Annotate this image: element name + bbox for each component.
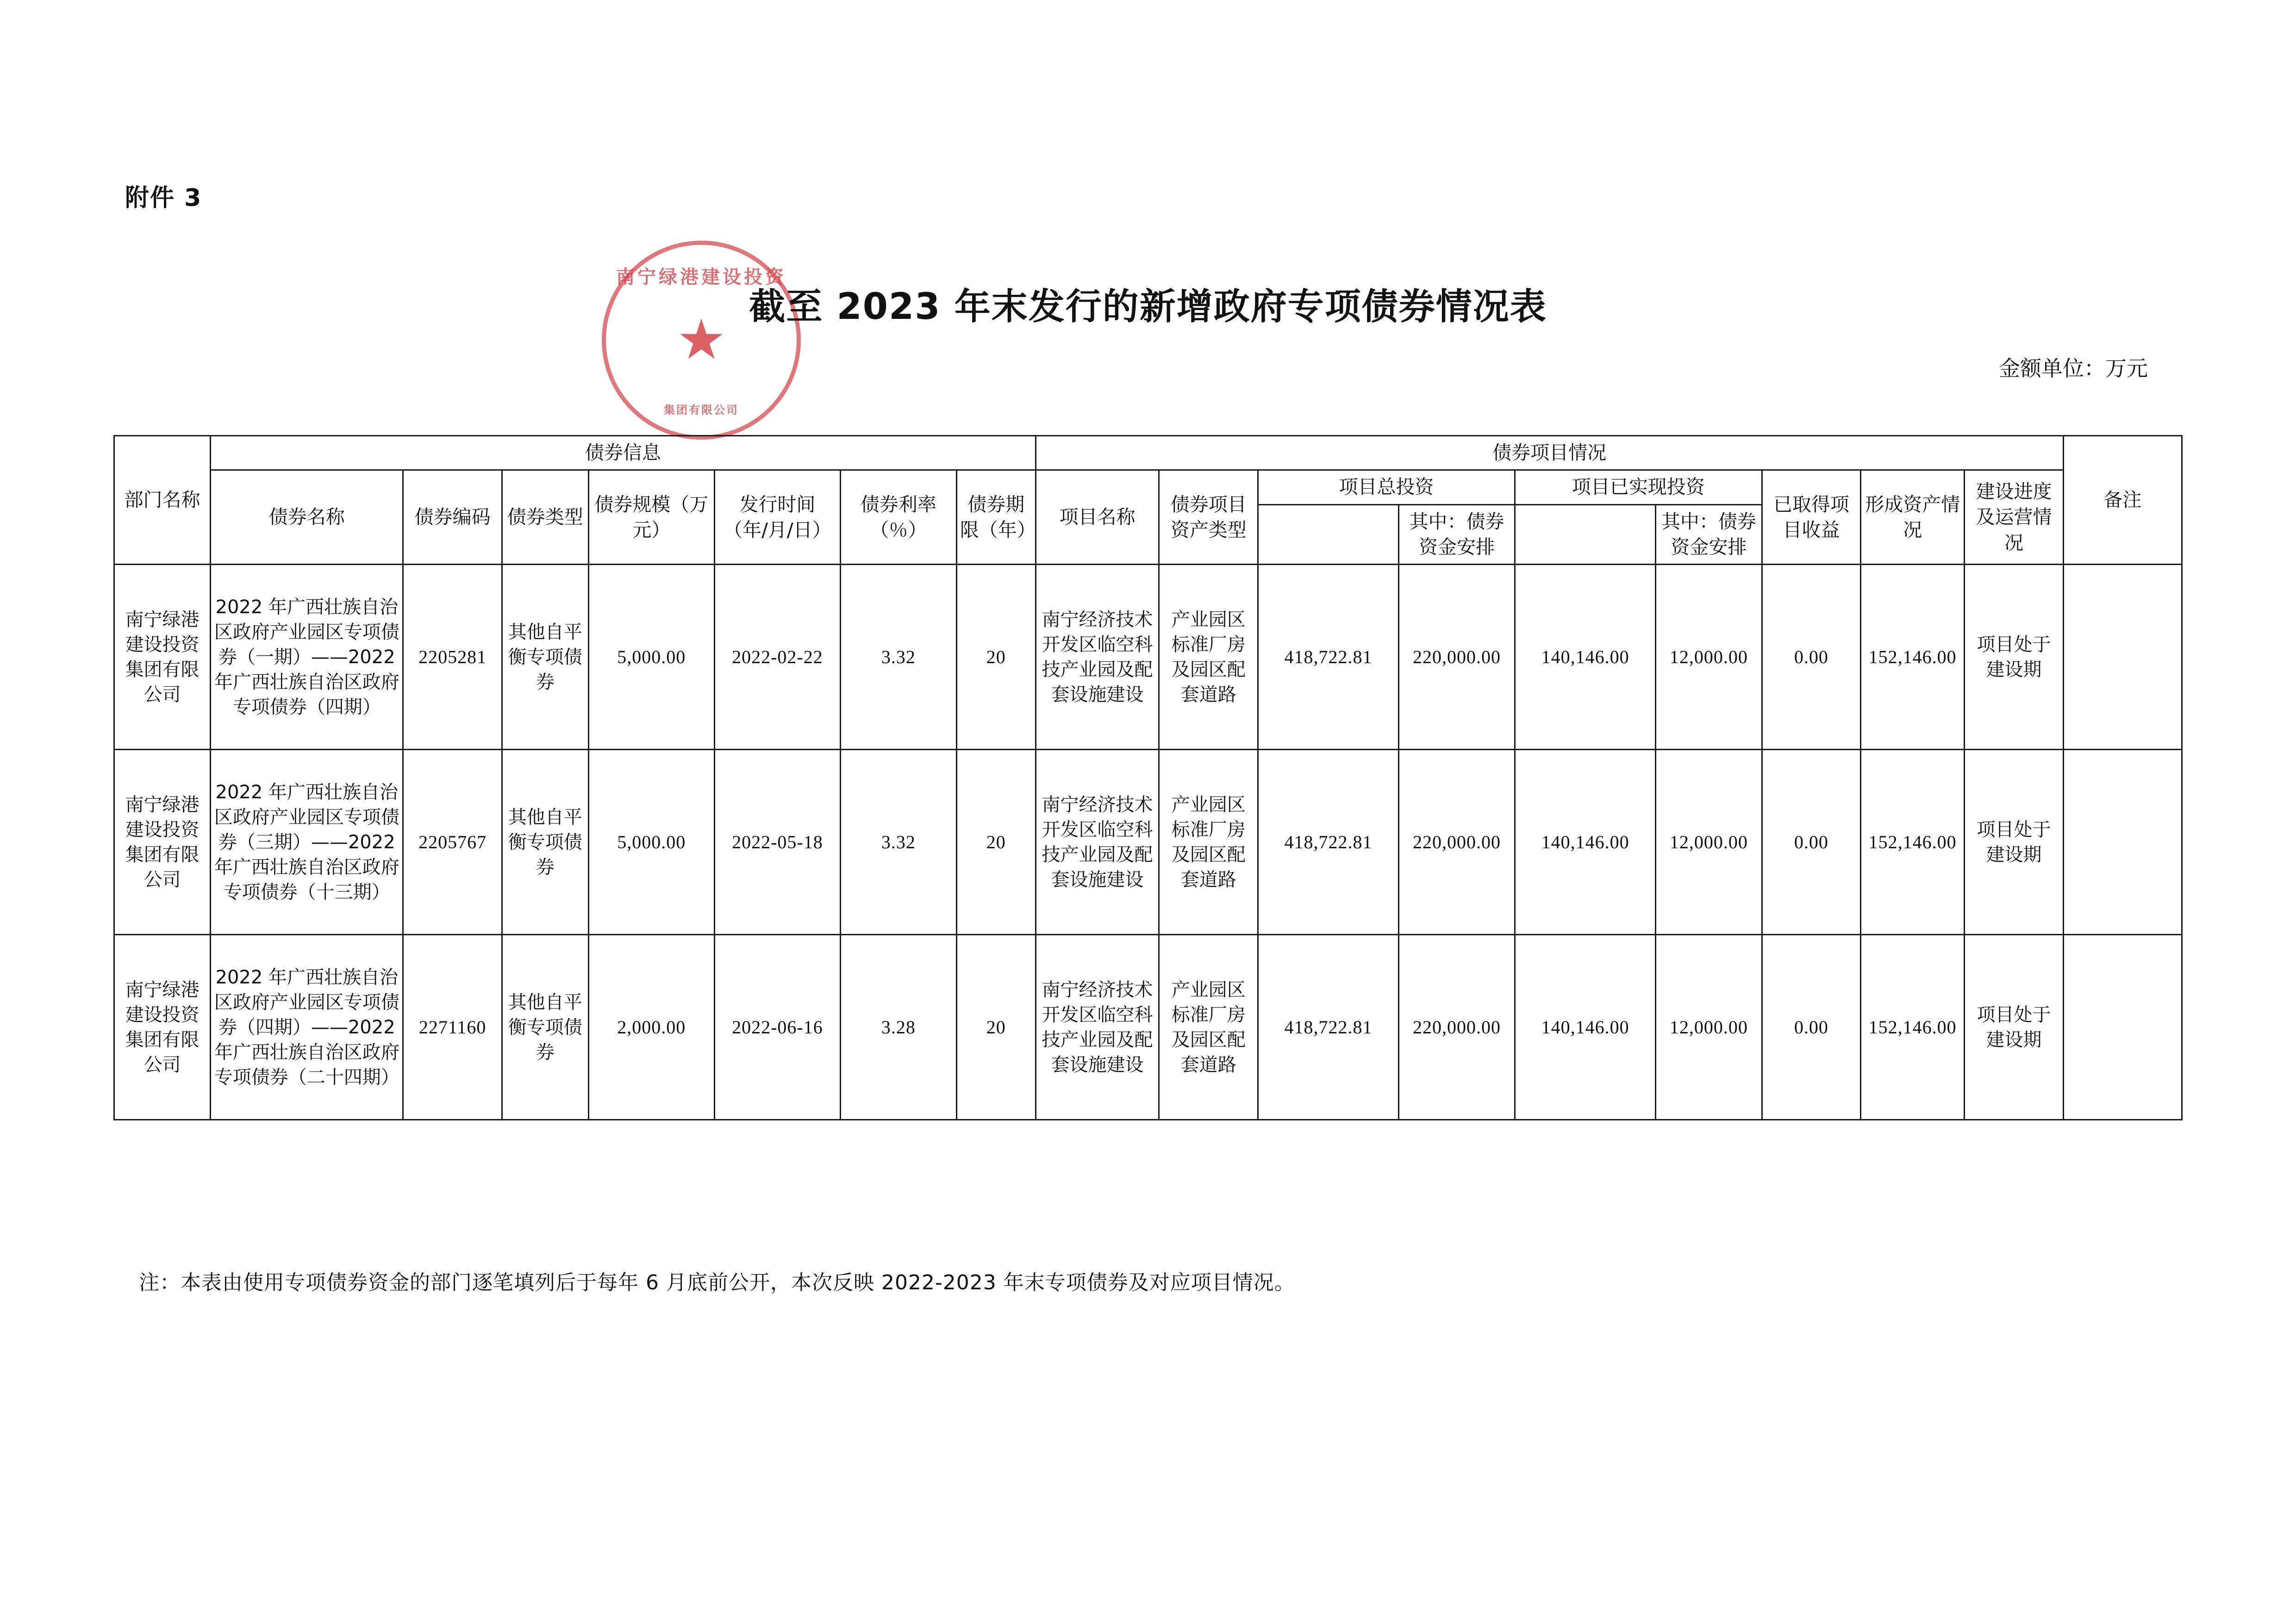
cell-remark xyxy=(2063,935,2182,1120)
col-header-realized-investment-blank xyxy=(1515,504,1655,565)
cell-department: 南宁绿港建设投资集团有限公司 xyxy=(114,935,211,1120)
cell-income-obtained: 0.00 xyxy=(1762,565,1860,750)
bond-table xyxy=(113,435,2183,1120)
cell-term: 20 xyxy=(956,935,1036,1120)
cell-progress: 项目处于建设期 xyxy=(1965,565,2063,750)
cell-realized-investment-sub: 12,000.00 xyxy=(1656,935,1762,1120)
group-header-bond-info: 债券信息 xyxy=(211,436,1036,470)
cell-bond-type: 其他自平衡专项债券 xyxy=(502,935,588,1120)
col-header-department: 部门名称 xyxy=(114,436,211,565)
attachment-label: 附件 3 xyxy=(125,184,202,212)
table-sub-header-row-1 xyxy=(114,470,2182,504)
cell-realized-investment: 140,146.00 xyxy=(1515,935,1655,1120)
cell-term: 20 xyxy=(956,565,1036,750)
cell-income-obtained: 0.00 xyxy=(1762,750,1860,935)
cell-total-investment: 418,722.81 xyxy=(1258,565,1398,750)
cell-bond-code: 2205767 xyxy=(403,750,502,935)
cell-total-investment: 418,722.81 xyxy=(1258,935,1398,1120)
cell-total-investment-sub: 220,000.00 xyxy=(1399,565,1515,750)
table-row xyxy=(114,935,2182,1120)
table-row xyxy=(114,565,2182,750)
col-header-issue-date: 发行时间（年/月/日） xyxy=(714,470,840,565)
cell-formed-assets: 152,146.00 xyxy=(1861,750,1965,935)
col-header-realized-investment: 项目已实现投资 xyxy=(1515,470,1762,504)
cell-remark xyxy=(2063,750,2182,935)
cell-realized-investment: 140,146.00 xyxy=(1515,565,1655,750)
cell-progress: 项目处于建设期 xyxy=(1965,750,2063,935)
star-icon: ★ xyxy=(676,309,726,371)
cell-total-investment-sub: 220,000.00 xyxy=(1399,750,1515,935)
cell-interest-rate: 3.32 xyxy=(840,565,956,750)
official-seal-stamp xyxy=(602,241,801,440)
cell-progress: 项目处于建设期 xyxy=(1965,935,2063,1120)
col-header-bond-name: 债券名称 xyxy=(211,470,403,565)
cell-bond-name: 2022 年广西壮族自治区政府产业园区专项债券（三期）——2022 年广西壮族自治区政府专项债券（十三期） xyxy=(211,750,403,935)
col-header-income-obtained: 已取得项目收益 xyxy=(1762,470,1860,565)
cell-realized-investment: 140,146.00 xyxy=(1515,750,1655,935)
cell-project-name: 南宁经济技术开发区临空科技产业园及配套设施建设 xyxy=(1036,750,1159,935)
cell-issue-date: 2022-06-16 xyxy=(714,935,840,1120)
seal-top-text: 南宁绿港建设投资 xyxy=(616,267,786,288)
cell-issue-date: 2022-05-18 xyxy=(714,750,840,935)
col-header-total-investment-blank xyxy=(1258,504,1398,565)
col-header-bond-scale: 债券规模（万元） xyxy=(588,470,714,565)
cell-bond-scale: 5,000.00 xyxy=(588,565,714,750)
col-header-asset-type: 债券项目资产类型 xyxy=(1159,470,1258,565)
cell-asset-type: 产业园区标准厂房及园区配套道路 xyxy=(1159,935,1258,1120)
cell-asset-type: 产业园区标准厂房及园区配套道路 xyxy=(1159,750,1258,935)
cell-bond-code: 2205281 xyxy=(403,565,502,750)
cell-interest-rate: 3.28 xyxy=(840,935,956,1120)
col-header-project-name: 项目名称 xyxy=(1036,470,1159,565)
col-header-total-investment: 项目总投资 xyxy=(1258,470,1515,504)
col-header-total-investment-sub: 其中：债券资金安排 xyxy=(1399,504,1515,565)
cell-project-name: 南宁经济技术开发区临空科技产业园及配套设施建设 xyxy=(1036,935,1159,1120)
cell-department: 南宁绿港建设投资集团有限公司 xyxy=(114,565,211,750)
col-header-remark: 备注 xyxy=(2063,436,2182,565)
table-group-header-row xyxy=(114,436,2182,470)
cell-remark xyxy=(2063,565,2182,750)
amount-unit-label: 金额单位：万元 xyxy=(1999,356,2148,381)
col-header-realized-investment-sub: 其中：债券资金安排 xyxy=(1656,504,1762,565)
cell-bond-name: 2022 年广西壮族自治区政府产业园区专项债券（四期）——2022 年广西壮族自治区政府专项债券（二十四期） xyxy=(211,935,403,1120)
cell-bond-type: 其他自平衡专项债券 xyxy=(502,750,588,935)
cell-project-name: 南宁经济技术开发区临空科技产业园及配套设施建设 xyxy=(1036,565,1159,750)
group-header-project-info: 债券项目情况 xyxy=(1036,436,2063,470)
col-header-bond-type: 债券类型 xyxy=(502,470,588,565)
col-header-interest-rate: 债券利率（％） xyxy=(840,470,956,565)
cell-interest-rate: 3.32 xyxy=(840,750,956,935)
table-footnote: 注：本表由使用专项债券资金的部门逐笔填列后于每年 6 月底前公开，本次反映 2022-2023 年末专项债券及对应项目情况。 xyxy=(139,1271,1295,1294)
cell-bond-scale: 5,000.00 xyxy=(588,750,714,935)
cell-realized-investment-sub: 12,000.00 xyxy=(1656,565,1762,750)
cell-realized-investment-sub: 12,000.00 xyxy=(1656,750,1762,935)
col-header-progress: 建设进度及运营情况 xyxy=(1965,470,2063,565)
col-header-formed-assets: 形成资产情况 xyxy=(1861,470,1965,565)
cell-formed-assets: 152,146.00 xyxy=(1861,935,1965,1120)
cell-bond-code: 2271160 xyxy=(403,935,502,1120)
table-row xyxy=(114,750,2182,935)
cell-issue-date: 2022-02-22 xyxy=(714,565,840,750)
page-title: 截至 2023 年末发行的新增政府专项债券情况表 xyxy=(749,286,1547,328)
cell-income-obtained: 0.00 xyxy=(1762,935,1860,1120)
col-header-bond-code: 债券编码 xyxy=(403,470,502,565)
cell-formed-assets: 152,146.00 xyxy=(1861,565,1965,750)
cell-total-investment: 418,722.81 xyxy=(1258,750,1398,935)
col-header-term: 债券期限（年） xyxy=(956,470,1036,565)
cell-bond-scale: 2,000.00 xyxy=(588,935,714,1120)
cell-total-investment-sub: 220,000.00 xyxy=(1399,935,1515,1120)
cell-term: 20 xyxy=(956,750,1036,935)
cell-department: 南宁绿港建设投资集团有限公司 xyxy=(114,750,211,935)
cell-asset-type: 产业园区标准厂房及园区配套道路 xyxy=(1159,565,1258,750)
seal-bottom-text: 集团有限公司 xyxy=(664,404,739,417)
cell-bond-type: 其他自平衡专项债券 xyxy=(502,565,588,750)
cell-bond-name: 2022 年广西壮族自治区政府产业园区专项债券（一期）——2022 年广西壮族自治区政府专项债券（四期） xyxy=(211,565,403,750)
